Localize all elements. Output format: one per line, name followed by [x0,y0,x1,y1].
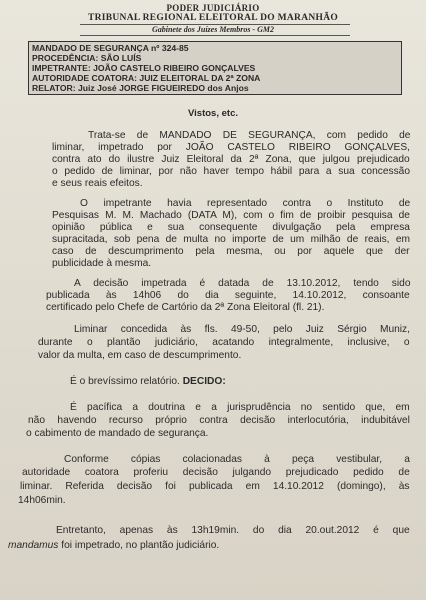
text-line: publicidade à mesma. [52,258,152,269]
text-line: autoridade coatora proferiu decisão julgando prejudicado pedido de [22,467,410,478]
case-petitioner: IMPETRANTE: JOÃO CASTELO RIBEIRO GONÇALVES [32,63,256,73]
text-line: o cabimento de mandado de segurança. [26,428,209,439]
text-line: Entretanto, apenas às 13h19min. do dia 20.out.2012 é que [56,525,410,536]
text-line: valor da multa, em caso de descumprimento. [38,350,242,361]
text-line: opinião pública e sua consequente divulgação pela empresa [52,222,410,233]
decido-colon: : [222,376,226,387]
text-line: publicada às 14h06 do dia seguinte, 14.10.2012, consoante [46,290,410,301]
header-divider-bottom [80,35,350,36]
text-line: É pacífica a doutrina e a jurisprudência no sentido que, em [70,402,410,413]
text-line: liminar. Referida decisão foi publicada em 14.10.2012 (domingo), às [20,481,410,492]
text-line: liminar, impetrado por JOÃO CASTELO RIBEIRO GONÇALVES, [52,142,410,153]
report-statement: É o brevíssimo relatório. [70,376,180,387]
text-line: caso de descumprimento pela mesma, ou por aquele que der [52,246,410,257]
mandamus-term: mandamus [8,540,59,551]
text-line: 14h06min. [18,495,66,506]
text-line: Trata-se de MANDADO DE SEGURANÇA, com pedido de [88,130,411,141]
header-court-name: TRIBUNAL REGIONAL ELEITORAL DO MARANHÃO [87,13,339,23]
text-line [70,376,226,387]
header-court-power: PODER JUDICIÁRIO [166,3,260,13]
text-line: A decisão impetrada é datada de 13.10.2012, tendo sido [74,278,411,289]
text-line: Liminar concedida às fls. 49-50, pelo Juiz Sérgio Muniz, [74,324,410,335]
text-line: Pesquisas M. M. Machado (DATA M), com o fim de proibir pesquisa de [52,210,410,221]
header-office: Gabinete dos Juízes Membros - GM2 [151,25,274,34]
text-line: certificado pelo Chefe de Cartório da 2ª Zona Eleitoral (fl. 21). [46,302,325,313]
decido-heading: DECIDO [182,376,223,387]
case-info-box [28,41,402,95]
text-line [8,540,219,551]
case-rapporteur: RELATOR: Juiz José JORGE FIGUEIREDO dos Anjos [32,83,249,93]
text-line: e seus reais efeitos. [52,178,143,189]
case-origin: PROCEDÊNCIA: SÃO LUÍS [32,53,142,63]
text-line: supracitada, sob pena de multa no importe de um milhão de reais, em [52,234,410,245]
text-line: durante o plantão judiciário, acatando integralmente, inclusive, o [38,337,410,348]
text-line: O impetrante havia representado contra o Instituto de [80,198,411,209]
case-number: MANDADO DE SEGURANÇA nº 324-85 [32,43,189,53]
text-line: contra ato do ilustre Juiz Eleitoral da 2ª Zona, que julgou prejudicado [52,154,410,165]
text-line: o pedido de liminar, por não haver tempo hábil para a sua concessão [52,166,411,177]
text-line: Conforme cópias colacionadas à peça vestibular, a [64,454,410,465]
case-authority: AUTORIDADE COATORA: JUIZ ELEITORAL DA 2ª ZONA [32,73,261,83]
vistos-heading: Vistos, etc. [188,108,238,119]
text-line: não havendo recurso próprio contra decisão interlocutória, indubitável [28,415,410,426]
text-fragment: foi impetrado, no plantão judiciário. [58,540,220,551]
